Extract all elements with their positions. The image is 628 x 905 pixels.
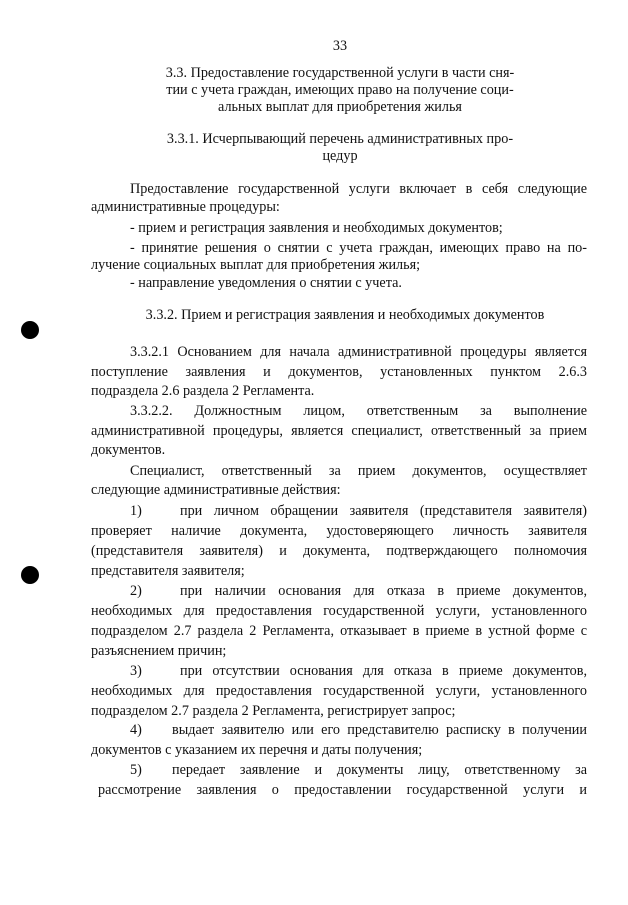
- binder-hole-mark: [21, 321, 39, 339]
- procedure-item: - принятие решения о снятии с учета граждан, имеющих право на по-: [130, 240, 587, 256]
- action-number: 5): [130, 762, 142, 778]
- action-number: 4): [130, 722, 142, 738]
- paragraph-line: следующие административные действия:: [91, 482, 341, 498]
- paragraph-line: 3.3.2.1 Основанием для начала административной процедуры является: [130, 344, 587, 360]
- action-line: документов с указанием их перечня и даты получения;: [91, 742, 423, 758]
- paragraph-line: административные процедуры:: [91, 199, 280, 215]
- section-heading-line: тии с учета граждан, имеющих право на получение соци-: [166, 82, 514, 98]
- action-line: выдает заявителю или его представителю расписку в получении: [172, 722, 587, 738]
- action-line: при наличии основания для отказа в приеме документов,: [180, 583, 587, 599]
- procedure-item-continuation: лучение социальных выплат для приобретения жилья;: [91, 257, 421, 273]
- action-number: 2): [130, 583, 142, 599]
- subsection-heading: 3.3.2. Прием и регистрация заявления и необходимых документов: [145, 307, 545, 323]
- subsection-heading-line: цедур: [322, 148, 358, 164]
- action-line: передает заявление и документы лицу, ответственному за: [172, 762, 587, 778]
- procedure-item: - прием и регистрация заявления и необходимых документов;: [130, 220, 503, 236]
- paragraph-line: 3.3.2.2. Должностным лицом, ответственным за выполнение: [130, 403, 587, 419]
- action-line: проверяет наличие документа, удостоверяющего личность заявителя: [91, 523, 587, 539]
- action-line: разъяснением причин;: [91, 643, 227, 659]
- action-line: рассмотрение заявления о предоставлении государственной услуги и: [98, 782, 587, 798]
- procedure-item: - направление уведомления о снятии с учета.: [130, 275, 402, 291]
- paragraph-line: административной процедуры, является специалист, ответственный за прием: [91, 423, 587, 439]
- action-line: при личном обращении заявителя (представителя заявителя): [180, 503, 587, 519]
- paragraph-line: документов.: [91, 442, 166, 458]
- action-number: 1): [130, 503, 142, 519]
- action-line: подразделом 2.7 раздела 2 Регламента, регистрирует запрос;: [91, 703, 456, 719]
- paragraph-line: поступление заявления и документов, установленных пунктом 2.6.3: [91, 364, 587, 380]
- paragraph-line: Специалист, ответственный за прием документов, осуществляет: [130, 463, 587, 479]
- binder-hole-mark: [21, 566, 39, 584]
- paragraph-line: подраздела 2.6 раздела 2 Регламента.: [91, 383, 315, 399]
- action-number: 3): [130, 663, 142, 679]
- action-line: необходимых для предоставления государственной услуги, установленного: [91, 603, 587, 619]
- section-heading-line: 3.3. Предоставление государственной услуги в части сня-: [165, 65, 515, 81]
- page-number: 33: [332, 38, 348, 54]
- paragraph-line: Предоставление государственной услуги включает в себя следующие: [130, 181, 587, 197]
- action-line: (представителя заявителя) и документа, подтверждающего полномочия: [91, 543, 587, 559]
- action-line: при отсутствии основания для отказа в приеме документов,: [180, 663, 587, 679]
- subsection-heading-line: 3.3.1. Исчерпывающий перечень административных про-: [166, 131, 514, 147]
- action-line: подразделом 2.7 раздела 2 Регламента, отказывает в приеме в устной форме с: [91, 623, 587, 639]
- section-heading-line: альных выплат для приобретения жилья: [218, 99, 462, 115]
- action-line: представителя заявителя;: [91, 563, 245, 579]
- action-line: необходимых для предоставления государственной услуги, установленного: [91, 683, 587, 699]
